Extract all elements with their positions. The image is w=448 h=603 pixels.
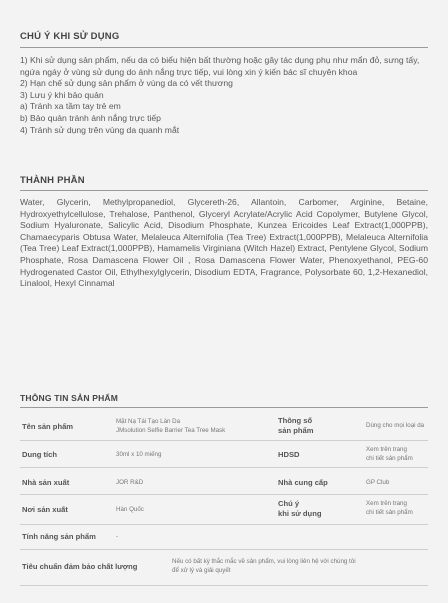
caution-label: Chú ý khi sử dụng <box>278 499 322 518</box>
product-info-divider <box>20 407 428 408</box>
supplier-value: GP Club <box>366 479 390 486</box>
volume-value: 30ml x 10 miếng <box>116 451 162 458</box>
usage-note-item: 1) Khi sử dụng sản phẩm, nếu da có biểu hiện bất thường hoặc gây tác dụng phụ như mẩn đỏ, sưng tấy, ngứa ngáy ở vùng sử dụng do ánh nắng trực tiếp, vui lòng xin ý kiến bác sĩ chuyên khoa <box>20 55 420 77</box>
product-spec-label: Thông số sản phẩm <box>278 416 314 435</box>
usage-notes-title: CHÚ Ý KHI SỬ DỤNG <box>20 31 120 42</box>
usage-note-item: 3) Lưu ý khi bảo quản <box>20 89 104 100</box>
table-row <box>20 494 428 525</box>
product-info-title: THÔNG TIN SẢN PHẨM <box>20 393 119 403</box>
manufacturer-label: Nhà sản xuất <box>22 478 70 487</box>
usage-note-item: a) Tránh xa tầm tay trẻ em <box>20 101 121 112</box>
usage-guide-label: HDSD <box>278 450 300 459</box>
table-row <box>20 413 428 441</box>
usage-note-item: 2) Hạn chế sử dụng sản phẩm ở vùng da có vết thương <box>20 78 233 89</box>
product-name-value: Mặt Nạ Tái Tạo Làn Da JMsolution Selfie Barrier Tea Tree Mask <box>116 418 226 434</box>
quality-value: Nếu có bất kỳ thắc mắc về sản phẩm, vui lòng liên hệ với chúng tôi để xử lý và giải quyết <box>172 558 356 574</box>
quality-label: Tiêu chuẩn đảm bảo chất lượng <box>22 562 138 571</box>
product-name-label: Tên sản phẩm <box>22 422 74 431</box>
features-label: Tính năng sản phẩm <box>22 532 96 541</box>
table-row <box>20 524 428 550</box>
manufacturer-value: JOR R&D <box>116 479 144 486</box>
supplier-label: Nhà cung cấp <box>278 478 328 487</box>
volume-label: Dung tích <box>22 450 58 459</box>
origin-value: Hàn Quốc <box>116 506 144 513</box>
caution-value: Xem trên trang chi tiết sản phẩm <box>366 500 413 516</box>
usage-notes-list <box>20 55 428 136</box>
ingredients-divider <box>20 190 428 191</box>
table-row <box>20 440 428 468</box>
product-spec-value: Dùng cho mọi loại da <box>366 422 425 429</box>
usage-note-item: b) Bảo quản tránh ánh nắng trực tiếp <box>20 112 161 123</box>
origin-label: Nơi sản xuất <box>22 505 68 514</box>
usage-notes-divider <box>20 47 428 48</box>
ingredients-text: Water, Glycerin, Methylpropanediol, Glycereth-26, Allantoin, Carbomer, Arginine, Betaine, Hydroxyethylcellulose, Trehalose, Panthenol, Glyceryl Acrylate/Acrylic Acid Copolymer, Butylene Glycol, Sodium Hyaluronate, Salicylic Acid, Disodium Phosphate, Kunzea Ericoides Leaf Extract(1,000PPB), Chamaecyparis Obtusa Water, Melaleuca Alternifolia (Tea Tree) Extract(1,000PPB), Melaleuca Alternifolia (Tea Tree) Leaf Extract(1,000PPB), Hamamelis Virginiana (Witch Hazel) Extract, Pentylene Glycol, Sodium Phosphate, Rosa Damascena Flower Oil , Rosa Damascena Flower Water, Phenoxyethanol, PEG-60 Hydrogenated Castor Oil, Ethylhexylglycerin, Disodium EDTA, Fragrance, Polysorbate 60, 1,2-Hexanediol, Linalool, Hexyl Cinnamal <box>20 197 428 289</box>
ingredients-title: THÀNH PHẦN <box>20 175 85 186</box>
usage-note-item: 4) Tránh sử dụng trên vùng da quanh mắt <box>20 124 180 135</box>
features-value: - <box>116 533 119 540</box>
table-row <box>20 467 428 495</box>
table-row <box>20 549 428 586</box>
usage-guide-value: Xem trên trang chi tiết sản phẩm <box>366 446 413 462</box>
